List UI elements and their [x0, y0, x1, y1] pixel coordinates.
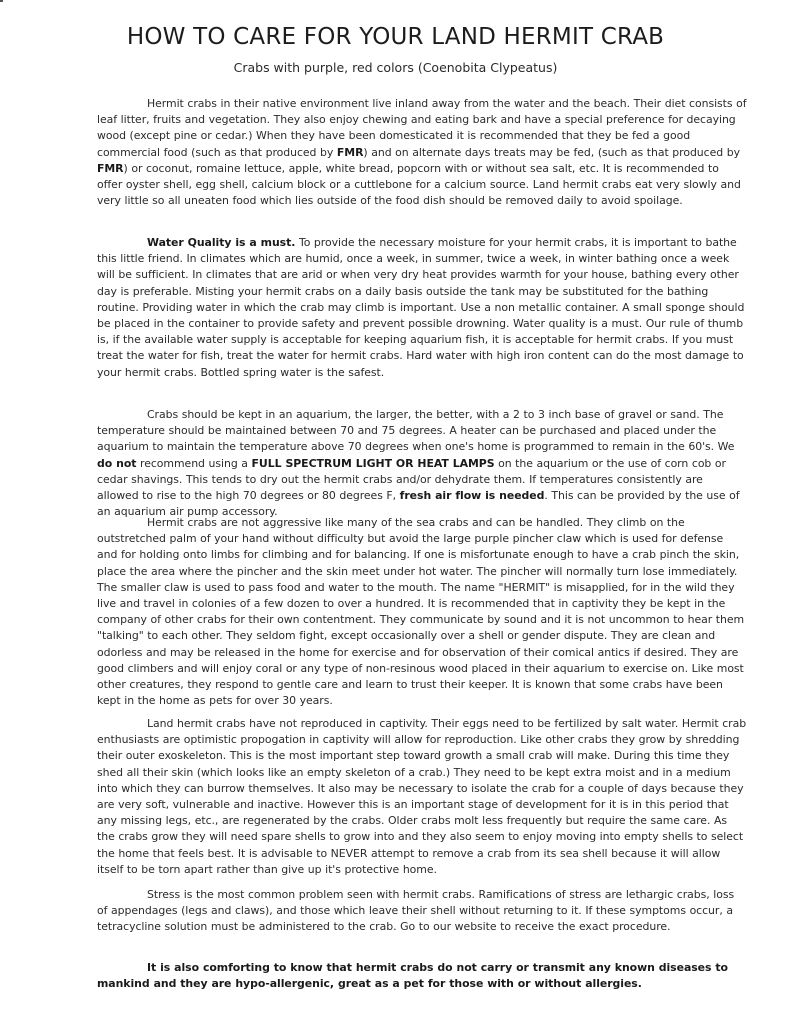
paragraph-diet — [97, 96, 747, 209]
body-text: ) or coconut, romaine lettuce, apple, white bread, popcorn with or without sea salt, etc. It is recommended to offer oyster shell, egg shell, calcium block or a cuttlebone for a calcium source. Land hermit crabs eat very slowly and very little so all uneaten food which lies outside of the food dish should be removed daily to avoid spoilage. — [97, 161, 741, 208]
body-text: ) and on alternate days treats may be fed, (such as that produced by — [363, 145, 740, 159]
emphasis-text: FULL SPECTRUM LIGHT OR HEAT LAMPS — [251, 456, 495, 470]
paragraph-handling-behavior — [97, 515, 747, 709]
paragraph-stress — [97, 887, 747, 936]
paragraph-aquarium-habitat — [97, 407, 747, 520]
body-text: . This can be provided by the use of an aquarium air pump accessory. — [97, 489, 740, 519]
body-text: on the aquarium or the use of corn cob or cedar shavings. This tends to dry out the hermit crabs and/or dehydrate them. If temperatures consistently are allowed to rise to the high 70 degrees or 80 degrees F, — [97, 456, 726, 503]
body-text: Crabs should be kept in an aquarium, the larger, the better, with a 2 to 3 inch base of gravel or sand. The temperature should be maintained between 70 and 75 degrees. A heater can be purchased and placed under the aquarium to maintain the temperature above 70 degrees when one's home is programmed to remain in the 60's. We — [97, 408, 735, 454]
paragraph-hypoallergenic-note — [97, 960, 747, 992]
body-text: recommend using a — [136, 456, 252, 470]
body-text: Hermit crabs are not aggressive like many of the sea crabs and can be handled. They climb on the outstretched palm of your hand without difficulty but avoid the large purple pincher claw which is used for defense and for holding onto limbs for climbing and for balancing. If one is misfortunate enough to have a crab pinch the skin, place the area where the pincher and the skin meet under hot water. The pincher will normally turn lose immediately. The smaller claw is used to pass food and water to the mouth. The name "HERMIT" is misapplied, for in the wild they live and travel in colonies of a few dozen to over a hundred. It is recommended that in captivity they be kept in the company of other crabs for their own contentment. They communicate by sound and it is not uncommon to hear them "talking" to each other. They seldom fight, except occasionally over a shell or gender dispute. They are clean and odorless and may be released in the home for exercise and for observation of their comical antics if desired. They are good climbers and will enjoy coral or any type of non-resinous wood placed in their aquarium to exercise on. Like most other creatures, they respond to gentle care and learn to trust their keeper. It is known that some crabs have been kept in the home as pets for over 30 years. — [97, 516, 745, 708]
body-text: Stress is the most common problem seen with hermit crabs. Ramifications of stress are lethargic crabs, loss of appendages (legs and claws), and those which leave their shell without returning to it. If these symptoms occur, a tetracycline solution must be administered to the crab. Go to our website to receive the exact procedure. — [97, 888, 735, 934]
emphasis-text: do not — [97, 456, 137, 470]
emphasis-text: fresh air flow is needed — [399, 489, 545, 503]
document-title: HOW TO CARE FOR YOUR LAND HERMIT CRAB — [126, 24, 665, 50]
emphasis-text: Water Quality is a must. — [147, 236, 296, 249]
emphasis-text: FMR — [97, 161, 124, 175]
emphasis-text: It is also comforting to know that hermit crabs do not carry or transmit any known diseases to mankind and they are hypo-allergenic, great as a pet for those with or without allergies. — [97, 961, 728, 991]
paragraph-molting-reproduction — [97, 716, 747, 878]
body-text: Hermit crabs in their native environment live inland away from the water and the beach. Their diet consists of leaf litter, fruits and vegetation. They also enjoy chewing and eating bark and have a special preference for decaying wood (except pine or cedar.) When they have been domesticated it is recommended that they be fed a good commercial food (such as that produced by — [97, 97, 747, 159]
emphasis-text: FMR — [336, 145, 364, 159]
document-subtitle: Crabs with purple, red colors (Coenobita Clypeatus) — [233, 60, 558, 75]
body-text: Land hermit crabs have not reproduced in captivity. Their eggs need to be fertilized by salt water. Hermit crab enthusiasts are optimistic propogation in captivity will allow for reproduction. Like other crabs they grow by shredding their outer exoskeleton. This is the most important step toward growth a small crab will make. During this time they shed all their skin (which looks like an empty skeleton of a crab.) They need to be kept extra moist and in a medium into which they can burrow themselves. It also may be necessary to isolate the crab for a couple of days because they are very soft, vulnerable and inactive. However this is an important stage of development for it is in this period that any missing legs, etc., are regenerated by the crabs. Older crabs molt less frequently but require the same care. As the crabs grow they will need spare shells to grow into and they also seem to enjoy moving into empty shells to select the home that feels best. It is advisable to NEVER attempt to remove a crab from its sea shell because it will allow itself to be torn apart rather than give up it's protective home. — [97, 717, 747, 876]
scan-artifact — [0, 0, 3, 2]
paragraph-water-quality — [97, 235, 747, 381]
body-text: To provide the necessary moisture for your hermit crabs, it is important to bathe this little friend. In climates which are humid, once a week, in summer, twice a week, in winter bathing once a week will be sufficient. In climates that are arid or when very dry heat provides warmth for your house, bathing every other day is preferable. Misting your hermit crabs on a daily basis outside the tank may be substituted for the bathing routine. Providing water in which the crab may climb is important. Use a non metallic container. A small sponge should be placed in the container to provide safety and prevent possible drowning. Water quality is a must. Our rule of thumb is, if the available water supply is acceptable for keeping aquarium fish, it is acceptable for hermit crabs. If you must treat the water for fish, treat the water for hermit crabs. Hard water with high iron content can do the most damage to your hermit crabs. Bottled spring water is the safest. — [97, 236, 745, 379]
